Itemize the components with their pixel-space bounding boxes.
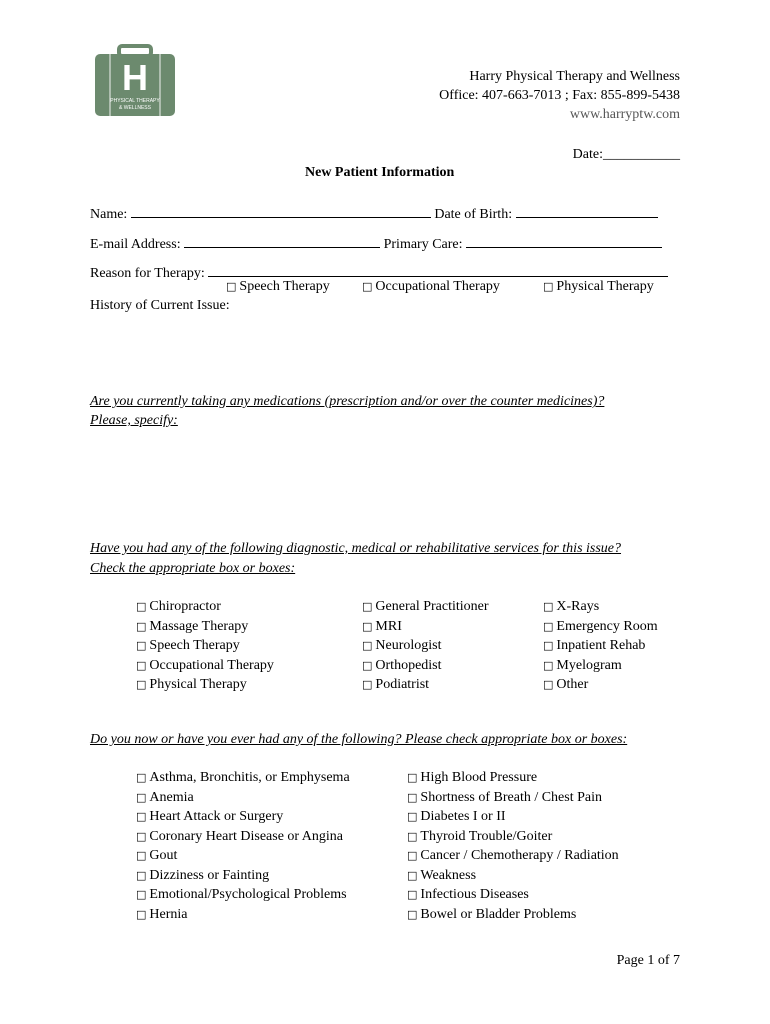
checkbox-item[interactable] — [136, 847, 177, 865]
checkbox-icon[interactable]: □ — [136, 771, 147, 784]
checkbox-item[interactable] — [407, 769, 537, 787]
checkbox-label: Chiropractor — [149, 599, 221, 614]
checkbox-icon[interactable]: □ — [543, 639, 554, 652]
checkbox-item[interactable] — [543, 598, 599, 616]
checkbox-label: Gout — [149, 848, 178, 863]
checkbox-icon[interactable]: □ — [362, 639, 373, 652]
page-number: Page 1 of 7 — [616, 953, 680, 968]
checkbox-icon[interactable]: □ — [362, 280, 373, 293]
dob-label: Date of Birth: — [434, 207, 513, 222]
logo-tagline-1: PHYSICAL THERAPY — [110, 98, 160, 104]
checkbox-icon[interactable]: □ — [136, 829, 147, 843]
checkbox-label: Orthopedist — [375, 657, 442, 673]
checkbox-icon[interactable]: □ — [136, 790, 147, 804]
checkbox-label: Emotional/Psychological Problems — [149, 887, 347, 902]
checkbox-item[interactable] — [407, 789, 602, 807]
medications-question: Are you currently taking any medications (prescription and/or over the counter medicines)? — [90, 394, 605, 409]
checkbox-icon[interactable]: □ — [362, 619, 373, 633]
checkbox-icon[interactable]: □ — [136, 907, 147, 921]
contact-info: Office: 407-663-7013 ; Fax: 855-899-5438 — [439, 88, 680, 103]
checkbox-icon[interactable]: □ — [543, 658, 554, 672]
checkbox-label: Thyroid Trouble/Goiter — [420, 828, 553, 844]
checkbox-item[interactable] — [136, 867, 269, 885]
checkbox-label: General Practitioner — [375, 599, 489, 614]
checkbox-icon[interactable]: □ — [543, 619, 554, 633]
checkbox-item[interactable] — [136, 618, 248, 636]
checkbox-icon[interactable]: □ — [543, 678, 554, 691]
checkbox-label: Cancer / Chemotherapy / Radiation — [420, 848, 619, 863]
logo-letter: H — [122, 57, 148, 98]
checkbox-label: Dizziness or Fainting — [149, 867, 270, 883]
checkbox-label: Hernia — [149, 906, 188, 922]
checkbox-icon[interactable]: □ — [407, 907, 418, 921]
services-question: Have you had any of the following diagnostic, medical or rehabilitative services for this issue? — [90, 541, 622, 556]
practice-logo — [95, 44, 175, 116]
checkbox-item[interactable] — [543, 637, 645, 655]
checkbox-item[interactable] — [362, 618, 402, 636]
checkbox-icon[interactable]: □ — [362, 678, 373, 691]
checkbox-item[interactable] — [136, 598, 221, 616]
checkbox-icon[interactable]: □ — [136, 810, 147, 823]
checkbox-icon[interactable]: □ — [136, 849, 147, 862]
checkbox-label: Anemia — [149, 789, 194, 805]
checkbox-item[interactable] — [362, 657, 442, 675]
checkbox-icon[interactable]: □ — [136, 868, 147, 882]
checkbox-icon[interactable]: □ — [407, 849, 418, 862]
checkbox-icon[interactable]: □ — [407, 868, 418, 882]
checkbox-label: Shortness of Breath / Chest Pain — [420, 789, 603, 805]
therapy-option-label: Physical Therapy — [556, 279, 654, 294]
checkbox-item[interactable] — [362, 598, 489, 616]
checkbox-item[interactable] — [136, 789, 194, 807]
checkbox-item[interactable] — [407, 828, 552, 846]
name-input[interactable] — [131, 203, 431, 218]
reason-label: Reason for Therapy: — [90, 266, 205, 281]
checkbox-item[interactable] — [136, 676, 247, 694]
checkbox-label: Weakness — [420, 867, 477, 883]
checkbox-item[interactable] — [136, 906, 188, 924]
checkbox-icon[interactable]: □ — [136, 888, 147, 901]
primary-care-label: Primary Care: — [383, 237, 463, 252]
checkbox-label: Myelogram — [556, 657, 622, 673]
checkbox-icon[interactable]: □ — [136, 639, 147, 652]
checkbox-item[interactable] — [136, 886, 347, 904]
checkbox-icon[interactable]: □ — [543, 600, 554, 613]
checkbox-label: Physical Therapy — [149, 677, 247, 692]
therapy-option-label: Speech Therapy — [239, 279, 330, 294]
checkbox-item[interactable] — [543, 657, 622, 675]
checkbox-icon[interactable]: □ — [543, 280, 554, 293]
checkbox-icon[interactable]: □ — [136, 600, 147, 613]
checkbox-icon[interactable]: □ — [136, 678, 147, 691]
checkbox-icon[interactable]: □ — [407, 829, 418, 843]
checkbox-label: Occupational Therapy — [149, 657, 274, 673]
website-url: www.harryptw.com — [569, 107, 680, 122]
checkbox-label: Asthma, Bronchitis, or Emphysema — [149, 770, 350, 785]
checkbox-label: MRI — [375, 618, 402, 634]
checkbox-icon[interactable]: □ — [226, 280, 237, 293]
checkbox-item[interactable] — [362, 637, 442, 655]
checkbox-label: Inpatient Rehab — [556, 638, 646, 653]
email-row — [90, 233, 662, 254]
checkbox-icon[interactable]: □ — [407, 771, 418, 784]
checkbox-label: Bowel or Bladder Problems — [420, 906, 577, 922]
checkbox-item[interactable] — [407, 906, 576, 924]
history-label: History of Current Issue: — [90, 298, 230, 313]
practice-name: Harry Physical Therapy and Wellness — [469, 69, 680, 84]
reason-input[interactable] — [208, 262, 668, 277]
dob-input[interactable] — [516, 203, 658, 218]
checkbox-item[interactable] — [407, 808, 506, 826]
checkbox-item[interactable] — [136, 808, 283, 826]
therapy-option-physical[interactable] — [543, 278, 654, 296]
checkbox-icon[interactable]: □ — [407, 888, 418, 901]
conditions-question: Do you now or have you ever had any of the following? Please check appropriate box or boxes: — [90, 732, 628, 747]
checkbox-item[interactable] — [136, 828, 343, 846]
checkbox-label: Heart Attack or Surgery — [149, 809, 284, 824]
checkbox-item[interactable] — [407, 867, 476, 885]
checkbox-item[interactable] — [407, 886, 529, 904]
name-row — [90, 203, 658, 224]
form-title: New Patient Information — [305, 165, 455, 180]
checkbox-item[interactable] — [543, 676, 588, 694]
checkbox-label: Massage Therapy — [149, 618, 249, 634]
checkbox-item[interactable] — [362, 676, 429, 694]
checkbox-label: Infectious Diseases — [420, 887, 529, 902]
checkbox-label: High Blood Pressure — [420, 770, 538, 785]
checkbox-label: Coronary Heart Disease or Angina — [149, 828, 344, 844]
checkbox-icon[interactable]: □ — [136, 619, 147, 633]
name-label: Name: — [90, 207, 128, 222]
email-label: E-mail Address: — [90, 237, 181, 252]
checkbox-item[interactable] — [136, 769, 350, 787]
checkbox-label: Neurologist — [375, 638, 442, 653]
date-field[interactable]: Date:___________ — [572, 147, 680, 162]
checkbox-icon[interactable]: □ — [407, 790, 418, 804]
medications-specify: Please, specify: — [90, 413, 178, 428]
therapy-option-speech[interactable] — [226, 278, 330, 296]
checkbox-icon[interactable]: □ — [362, 600, 373, 613]
checkbox-icon[interactable]: □ — [136, 658, 147, 672]
services-instruction: Check the appropriate box or boxes: — [90, 561, 296, 576]
checkbox-label: Diabetes I or II — [420, 809, 506, 824]
checkbox-item[interactable] — [407, 847, 619, 865]
checkbox-item[interactable] — [543, 618, 658, 636]
checkbox-item[interactable] — [136, 657, 274, 675]
therapy-option-label: Occupational Therapy — [375, 279, 500, 294]
logo-tagline-2: & WELLNESS — [119, 105, 151, 111]
checkbox-label: Other — [556, 677, 589, 692]
email-input[interactable] — [184, 233, 380, 248]
checkbox-icon[interactable]: □ — [407, 810, 418, 823]
checkbox-item[interactable] — [136, 637, 240, 655]
therapy-option-occupational[interactable] — [362, 278, 500, 296]
primary-care-input[interactable] — [466, 233, 662, 248]
checkbox-label: Emergency Room — [556, 618, 658, 634]
checkbox-label: Speech Therapy — [149, 638, 240, 653]
checkbox-label: X-Rays — [556, 599, 600, 614]
checkbox-label: Podiatrist — [375, 677, 430, 692]
checkbox-icon[interactable]: □ — [362, 658, 373, 672]
